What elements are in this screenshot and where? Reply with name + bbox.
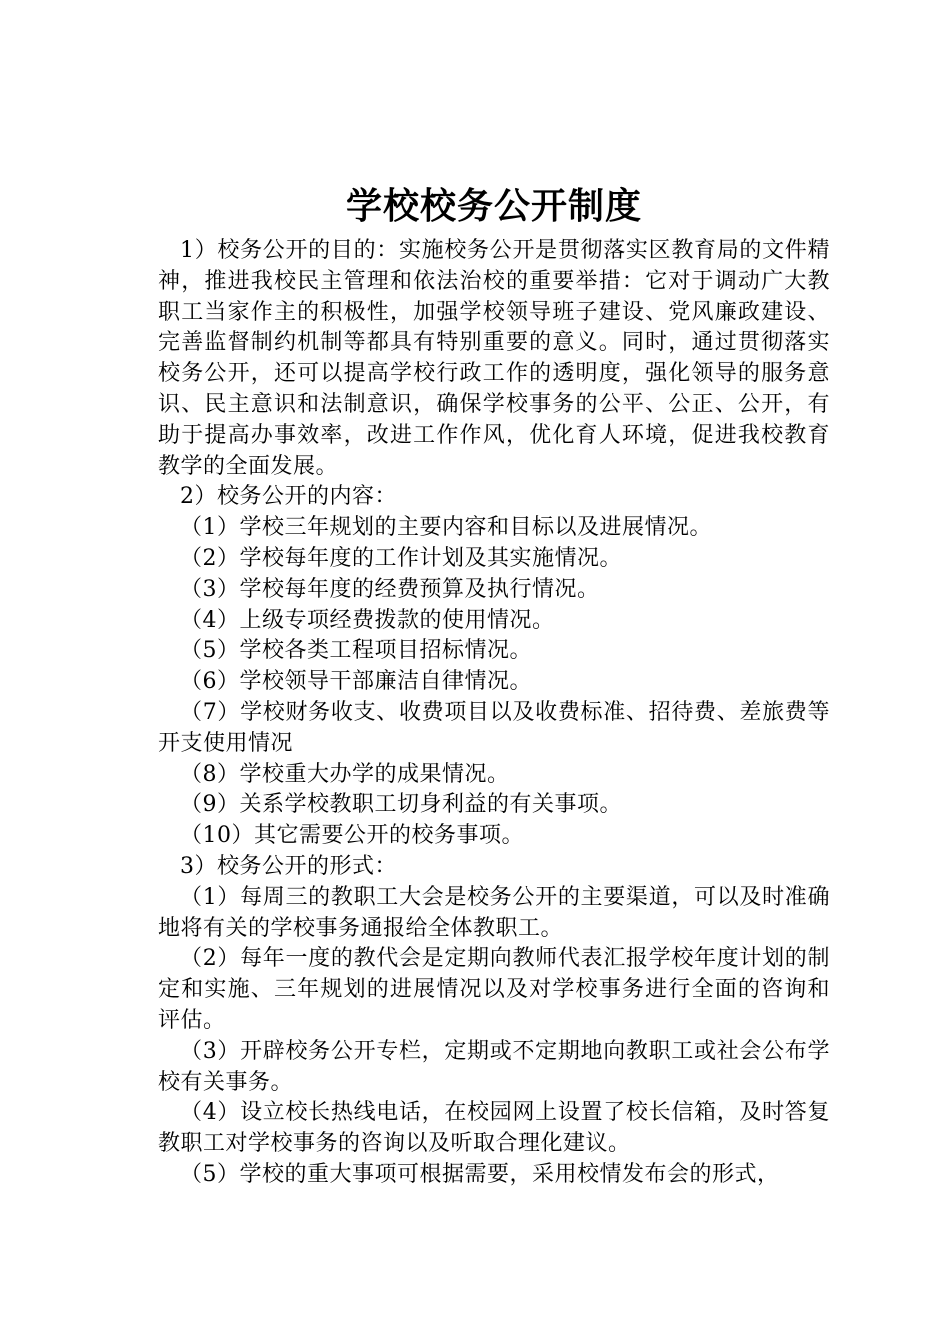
content-item-4: （4）上级专项经费拨款的使用情况。 xyxy=(180,607,555,633)
content-item-10: （10）其它需要公开的校务事项。 xyxy=(180,823,524,849)
content-item-9: （9）关系学校教职工切身利益的有关事项。 xyxy=(180,792,622,818)
content-item-8: （8）学校重大办学的成果情况。 xyxy=(180,761,510,787)
document-title: 学校校务公开制度 xyxy=(345,186,642,227)
form-item-2: （2）每年一度的教代会是定期向教师代表汇报学校年度计划的制定和实施、三年规划的进展情况以及对学校事务进行全面的咨询和评估。 xyxy=(158,946,830,1033)
content-item-1: （1）学校三年规划的主要内容和目标以及进展情况。 xyxy=(180,515,712,541)
document-page xyxy=(158,180,830,1191)
heading-content: 2）校务公开的内容： xyxy=(180,484,397,510)
content-item-5: （5）学校各类工程项目招标情况。 xyxy=(180,638,532,664)
form-item-3: （3）开辟校务公开专栏，定期或不定期地向教职工或社会公布学校有关事务。 xyxy=(158,1038,830,1095)
form-item-4: （4）设立校长热线电话，在校园网上设置了校长信箱，及时答复教职工对学校事务的咨询以及听取合理化建议。 xyxy=(158,1100,830,1157)
content-item-6: （6）学校领导干部廉洁自律情况。 xyxy=(180,669,532,695)
content-item-2: （2）学校每年度的工作计划及其实施情况。 xyxy=(180,545,622,571)
form-item-1: （1）每周三的教职工大会是校务公开的主要渠道，可以及时准确地将有关的学校事务通报给全体教职工。 xyxy=(158,884,830,941)
form-item-5: （5）学校的重大事项可根据需要，采用校情发布会的形式， xyxy=(180,1161,780,1187)
heading-form: 3）校务公开的形式： xyxy=(180,853,397,879)
content-item-3: （3）学校每年度的经费预算及执行情况。 xyxy=(180,576,600,602)
content-item-7: （7）学校财务收支、收费项目以及收费标准、招待费、差旅费等开支使用情况 xyxy=(158,699,830,756)
paragraph-purpose: 1）校务公开的目的：实施校务公开是贯彻落实区教育局的文件精神，推进我校民主管理和依法治校的重要举措：它对于调动广大教职工当家作主的积极性，加强学校领导班子建设、党风廉政建设、完善监督制约机制等都具有特别重要的意义。同时，通过贯彻落实校务公开，还可以提高学校行政工作的透明度，强化领导的服务意识、民主意识和法制意识，确保学校事务的公平、公正、公开，有助于提高办事效率，改进工作作风，优化育人环境，促进我校教育教学的全面发展。 xyxy=(158,238,830,479)
